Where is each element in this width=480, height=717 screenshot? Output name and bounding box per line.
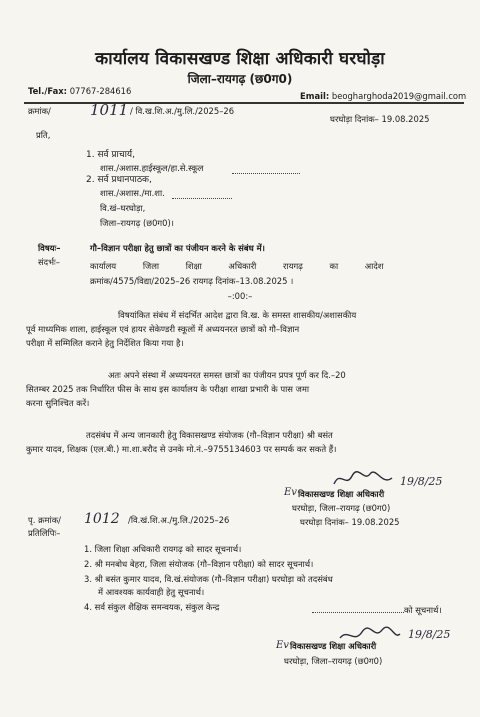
para-2-line-3: करना सुनिश्चित करें।	[26, 398, 90, 408]
kramank-label: क्रमांक/	[28, 106, 51, 116]
copy-place-date: घरघोड़ा दिनांक– 19.08.2025	[300, 517, 400, 527]
signature-2-officer: विकासखण्ड शिक्षा अधिकारी	[290, 641, 377, 651]
office-title: कार्यालय विकासखण्ड शिक्षा अधिकारी घरघोड़ा	[95, 49, 385, 69]
para-1-line-1: विषयांकित संबंध में संदर्भित आदेश द्वारा वि.ख. के समस्त शासकीय/अशासकीय	[118, 310, 357, 320]
letter-number-handwritten: 1011	[90, 101, 129, 119]
email	[300, 91, 466, 101]
email-value: beogharghoda2019@gmail.com	[331, 91, 467, 101]
signature-mark: Ev	[276, 640, 289, 651]
para-1-line-2: पूर्व माध्यमिक शाला, हाईस्कूल एवं हायर सेकेण्डरी स्कूलों में अध्ययनरत छात्रों को गौ–विज्ञान	[26, 324, 300, 334]
office-district: जिला–रायगढ़ (छ0ग0)	[187, 72, 293, 86]
para-2-line-1: अतः अपने संस्था में अध्ययनरत समस्त छात्रों का पंजीयन प्रपत्र पूर्ण कर दि.–20	[108, 370, 346, 380]
reference-code: / वि.ख.शि.अ./मु.लि./2025–26	[130, 106, 235, 116]
place-date: घरघोड़ा दिनांक– 19.08.2025	[330, 114, 430, 124]
telfax-value: 07767-284616	[69, 86, 132, 96]
reference-label: संदर्भः–	[38, 257, 60, 267]
dotted-fill	[232, 173, 300, 174]
signature-1-place: घरघोड़ा, जिला–रायगढ़ (छ0ग0)	[292, 503, 391, 513]
recipient-1-sub: शास./अशास.हाईस्कूल/हा.से.स्कूल	[100, 163, 204, 173]
subject-text: गौ–विज्ञान परीक्षा हेतु छात्रों का पंजीयन करने के संबंध में।	[90, 243, 265, 253]
copy-number-handwritten: 1012	[84, 511, 120, 527]
dotted-fill	[312, 612, 404, 613]
signature-2-place: घरघोड़ा, जिला–रायगढ़ (छ0ग0)	[284, 656, 383, 666]
telfax	[28, 86, 131, 96]
para-2-line-2: सितम्बर 2025 तक निर्धारित फीस के साथ इस कार्यालय के परीक्षा शाखा प्रभारी के पास जमा	[26, 384, 309, 394]
signature-1-date: 19/8/25	[400, 475, 443, 488]
copy-item-4-end: को सूचनार्थ।	[404, 605, 442, 615]
telfax-label: Tel./Fax:	[28, 86, 68, 96]
copy-item-2: 2. श्री मनबोध बेहरा, जिला संयोजक (गौ–विज्ञान परीक्षा) को सादर सूचनार्थ।	[84, 559, 314, 569]
separator: –:00:–	[227, 291, 253, 301]
dotted-fill	[172, 198, 232, 199]
reference-line-2: क्रमांक/4575/विद्या/2025–26 रायगढ़ दिनांक–13.08.2025 ।	[90, 276, 294, 286]
recipient-2-title: 2. सर्व प्रधानपाठक,	[86, 175, 152, 185]
signature-mark: Ev	[284, 487, 297, 498]
signature-1-officer: विकासखण्ड शिक्षा अधिकारी	[298, 489, 385, 499]
para-3-line-2: कुमार यादव, शिक्षक (एल.बी.) मा.शा.बरौद से उनके मो.नं.–9755134603 पर सम्पर्क कर सकते हैं।	[26, 444, 337, 454]
copy-item-3-cont: में आवश्यक कार्यवाही हेतु सूचनार्थ।	[98, 587, 205, 597]
recipient-2-sub: शास./अशास./मा.शा.	[100, 188, 165, 198]
pratilipi-label: प्रतिलिपिः–	[28, 528, 61, 538]
reference-line-1: कार्यालय जिला शिक्षा अधिकारी रायगढ़ का आदेश	[90, 261, 384, 271]
recipient-1-title: 1. सर्व प्राचार्य,	[86, 150, 135, 160]
recipient-2-place: वि.खं–घरघोड़ा,	[100, 203, 146, 213]
email-label: Email:	[300, 91, 330, 101]
copy-item-3: 3. श्री बसंत कुमार यादव, वि.खं.संयोजक (गौ–विज्ञान परीक्षा) घरघोड़ा को तदसंबंध	[84, 574, 333, 584]
recipient-2-district: जिला–रायगढ़ (छ0ग0)।	[100, 218, 174, 228]
para-1-line-3: परीक्षा में सम्मिलित कराने हेतु निर्देशित किया गया है।	[26, 338, 184, 348]
copy-reference-code: /वि.खं.शि.अ./मु.लि./2025–26	[128, 515, 230, 525]
signature-1	[330, 468, 400, 490]
prati: प्रति,	[36, 130, 51, 140]
signature-2-date: 19/8/25	[408, 628, 451, 641]
para-3-line-1: तदसंबंध में अन्य जानकारी हेतु विकासखण्ड संयोजक (गौ–विज्ञान परीक्षा) श्री बसंत	[86, 430, 333, 440]
copy-item-1: 1. जिला शिक्षा अधिकारी रायगढ़ को सादर सूचनार्थ।	[84, 544, 242, 554]
subject-label: विषयः–	[38, 243, 61, 253]
copy-kramank-label: पृ. क्रमांक/	[28, 515, 61, 525]
copy-item-4: 4. सर्व संकुल शैक्षिक समन्वयक, संकुल केन्द्र	[84, 602, 220, 612]
